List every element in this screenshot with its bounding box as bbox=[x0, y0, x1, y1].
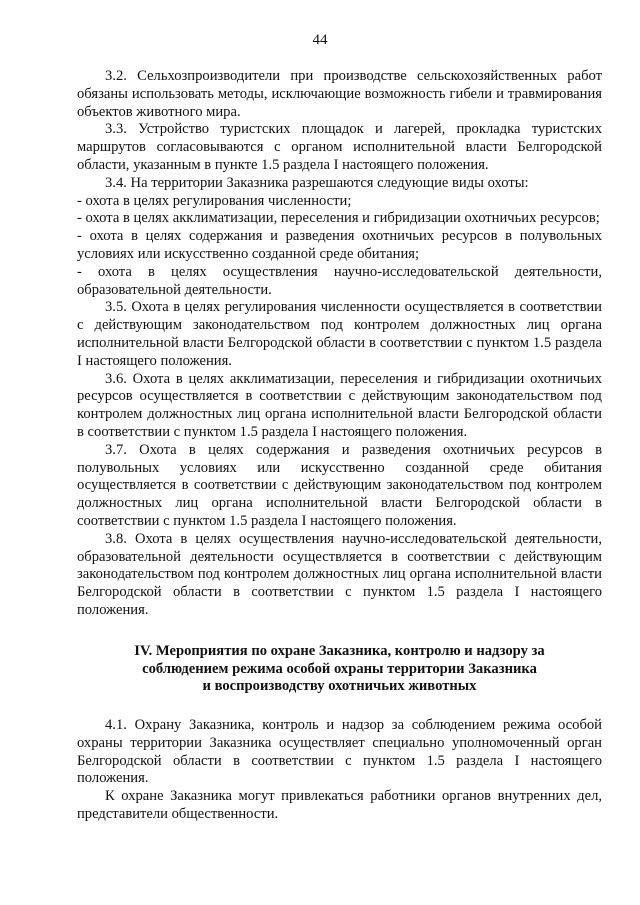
paragraph-4-1: 4.1. Охрану Заказника, контроль и надзор за соблюдением режима особой охраны территории Заказника осуществляет специально уполномоченный орган Белгородской области в соответствии с пунктом 1.5 раздела I настоящего положения. bbox=[77, 717, 602, 787]
document-body bbox=[77, 68, 602, 824]
section-heading-line-1: IV. Мероприятия по охране Заказника, контролю и надзору за bbox=[134, 642, 545, 659]
paragraph-3-6: 3.6. Охота в целях акклиматизации, переселения и гибридизации охотничьих ресурсов осуществляется в соответствии с действующим законодательством под контролем должностных лиц органа исполнительной власти Белгородской области в соответствии с пунктом 1.5 раздела I настоящего положения. bbox=[77, 370, 602, 440]
paragraph-protection-staff: К охране Заказника могут привлекаться работники органов внутренних дел, представители общественности. bbox=[77, 788, 602, 823]
section-heading-line-3: и воспроизводству охотничьих животных bbox=[202, 678, 477, 695]
paragraph-3-4: 3.4. На территории Заказника разрешаются следующие виды охоты: bbox=[105, 174, 529, 191]
list-item-hunting-regulation: - охота в целях регулирования численности; bbox=[77, 192, 352, 209]
section-heading bbox=[77, 643, 602, 696]
paragraph-3-3: 3.3. Устройство туристских площадок и лагерей, прокладка туристских маршрутов согласовываются с органом исполнительной власти Белгородской области, указанным в пункте 1.5 раздела I настоящего положения. bbox=[77, 121, 602, 173]
paragraph-3-8: 3.8. Охота в целях осуществления научно-исследовательской деятельности, образовательной деятельности осуществляется в соответствии с действующим законодательством под контролем должностных лиц органа исполнительной власти Белгородской области в соответствии с пунктом 1.5 раздела I настоящего положения. bbox=[77, 530, 602, 618]
section-heading-line-2: соблюдением режима особой охраны территории Заказника bbox=[142, 660, 537, 677]
paragraph-3-5: 3.5. Охота в целях регулирования численности осуществляется в соответствии с действующим законодательством под контролем должностных лиц органа исполнительной власти Белгородской области в соответствии с пунктом 1.5 раздела I настоящего положения. bbox=[77, 299, 602, 369]
paragraph-3-7: 3.7. Охота в целях содержания и разведения охотничьих ресурсов в полувольных условиях или искусственно созданной среде обитания осуществляется в соответствии с действующим законодательством под контролем должностных лиц органа исполнительной власти Белгородской области в соответствии с пунктом 1.5 раздела I настоящего положения. bbox=[77, 441, 602, 529]
list-item-hunting-breeding: - охота в целях содержания и разведения охотничьих ресурсов в полувольных условиях или искусственно созданной среде обитания; bbox=[77, 228, 602, 262]
paragraph-3-2: 3.2. Сельхозпроизводители при производстве сельскохозяйственных работ обязаны использовать методы, исключающие возможность гибели и травмирования объектов животного мира. bbox=[77, 68, 602, 120]
page-number: 44 bbox=[312, 32, 328, 48]
list-item-hunting-research: - охота в целях осуществления научно-исследовательской деятельности, образовательной деятельности. bbox=[77, 263, 602, 298]
list-item-hunting-acclimatization: - охота в целях акклиматизации, переселения и гибридизации охотничьих ресурсов; bbox=[77, 210, 600, 227]
